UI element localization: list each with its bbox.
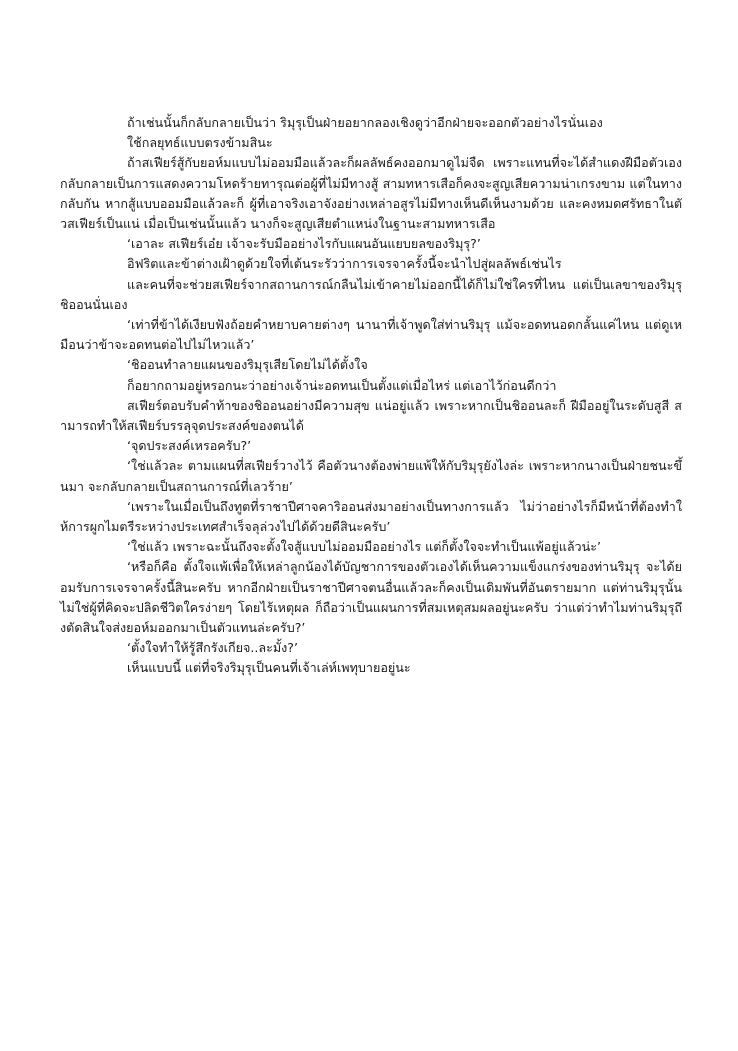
paragraph: ถ้าสเฟียร์สู้กับยอห์มแบบไม่ออมมือแล้วละก็ผลลัพธ์คงออกมาดูไม่จืด เพราะแทนที่จะได้สำแดงฝีมือตัวเอง กลับกลายเป็นการแสดงความโหดร้ายทารุณต่อผู้ที่ไม่มีทางสู้ สามทหารเสือก็คงจะสูญเสียความน่าเกรงขาม แต่ในทางกลับกัน หากสู้แบบออมมือแล้วละก็ ผู้ที่เอาจริงเอาจังอย่างเหล่าอสูรไม่มีทางเห็นดีเห็นงามด้วย และคงหมดศรัทธาในตัวสเฟียร์เป็นแน่ เมื่อเป็นเช่นนั้นแล้ว นางก็จะสูญเสียตำแหน่งในฐานะสามทหารเสือ <box>60 155 682 232</box>
body-text <box>60 113 682 679</box>
paragraph: ก็อยากถามอยู่หรอกนะว่าอย่างเจ้าน่ะอดทนเป็นตั้งแต่เมื่อไหร่ แต่เอาไว้ก่อนดีกว่า <box>127 377 557 393</box>
paragraph: ใช้กลยุทธ์แบบตรงข้ามสินะ <box>127 135 273 151</box>
paragraph: ‘ชิออนทำลายแผนของริมุรุเสียโดยไม่ได้ตั้งใจ <box>127 357 368 373</box>
paragraph: ‘ตั้งใจทำให้รู้สึกรังเกียจ..ละมั้ง?’ <box>127 640 298 656</box>
paragraph: อิฟริตและข้าต่างเฝ้าดูด้วยใจที่เต้นระรัวว่าการเจรจาครั้งนี้จะนำไปสู่ผลลัพธ์เช่นไร <box>127 256 562 272</box>
paragraph: ถ้าเช่นนั้นก็กลับกลายเป็นว่า ริมุรุเป็นฝ่ายอยากลองเชิงดูว่าอีกฝ่ายจะออกตัวอย่างไรนั่นเอง <box>127 115 603 130</box>
paragraph: เห็นแบบนี้ แต่ที่จริงริมุรุเป็นคนที่เจ้าเล่ห์เพทุบายอยู่นะ <box>127 660 411 676</box>
paragraph: ‘หรือก็คือ ตั้งใจแพ้เพื่อให้เหล่าลูกน้องได้บัญชาการของตัวเองได้เห็นความแข็งแกร่งของท่านริมุรุ จะได้ยอมรับการเจรจาครั้งนี้สินะครับ หากอีกฝ่ายเป็นราชาปีศาจตนอื่นแล้วละก็คงเป็นเดิมพันที่อันตรายมาก แต่ท่านริมุรุนั้น ไม่ใช่ผู้ที่คิดจะปลิดชีวิตใครง่ายๆ โดยไร้เหตุผล ก็ถือว่าเป็นแผนการที่สมเหตุสมผลอยู่นะครับ ว่าแต่ว่าทำไมท่านริมุรุถึงตัดสินใจส่งยอห์มออกมาเป็นตัวแทนล่ะครับ?’ <box>60 559 682 636</box>
paragraph: ‘ใช่แล้ว เพราะฉะนั้นถึงจะตั้งใจสู้แบบไม่ออมมืออย่างไร แต่ก็ตั้งใจจะทำเป็นแพ้อยู่แล้วน่ะ’ <box>127 539 601 555</box>
paragraph: ‘ใช่แล้วละ ตามแผนที่สเฟียร์วางไว้ คือตัวนางต้องพ่ายแพ้ให้กับริมุรุยังไงล่ะ เพราะหากนางเป็นฝ่ายชนะขึ้นมา จะกลับกลายเป็นสถานการณ์ที่เลวร้าย’ <box>60 458 682 494</box>
paragraph: และคนที่จะช่วยสเฟียร์จากสถานการณ์กลืนไม่เข้าคายไม่ออกนี้ได้ก็ไม่ใช่ใครที่ไหน แต่เป็นเลขาของริมุรุ ชิออนนั่นเอง <box>60 276 682 312</box>
paragraph: ‘เพราะในเมื่อเป็นถึงทูตที่ราชาปีศาจคาริออนส่งมาอย่างเป็นทางการแล้ว ไม่ว่าอย่างไรก็มีหน้าที่ต้องทำให้การผูกไมตรีระหว่างประเทศสำเร็จลุล่วงไปได้ด้วยดีสินะครับ’ <box>60 498 682 535</box>
paragraph: ‘จุดประสงค์เหรอครับ?’ <box>127 438 252 454</box>
paragraph: ‘เอาละ สเฟียร์เอ๋ย เจ้าจะรับมืออย่างไรกับแผนอันแยบยลของริมุรุ?’ <box>127 236 481 252</box>
paragraph: ‘เท่าที่ข้าได้เงียบฟังถ้อยคำหยาบคายต่างๆ นานาที่เจ้าพูดใส่ท่านริมุรุ แม้จะอดทนอดกลั้นแค่ไหน แต่ดูเหมือนว่าข้าจะอดทนต่อไปไม่ไหวแล้ว’ <box>60 317 682 353</box>
paragraph: สเฟียร์ตอบรับคำท้าของชิออนอย่างมีความสุข แน่อยู่แล้ว เพราะหากเป็นชิออนละก็ ฝีมืออยู่ในระดับสูสี สามารถทำให้สเฟียร์บรรลุจุดประสงค์ของตนได้ <box>60 397 682 434</box>
